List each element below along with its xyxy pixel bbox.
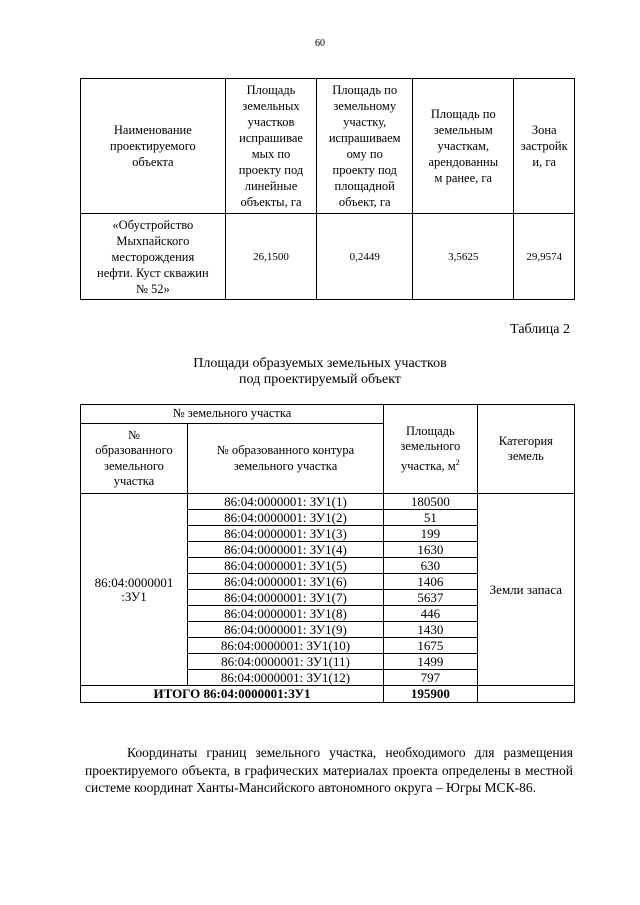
contour-cell: 86:04:0000001: ЗУ1(2) [187, 510, 383, 526]
header-line: участков [247, 115, 295, 129]
table-row [81, 494, 575, 510]
header-line: проектируемого [109, 139, 196, 153]
header-line: участка [113, 474, 155, 488]
header-contour-number [187, 424, 383, 494]
leased-area-value: 3,5625 [413, 214, 514, 300]
name-line: нефти. Куст скважин [97, 265, 209, 280]
area-cell: 1406 [384, 574, 478, 590]
header-line: Площадь [405, 423, 455, 438]
contour-cell: 86:04:0000001: ЗУ1(4) [187, 542, 383, 558]
header-line: арендованны [428, 155, 499, 169]
header-line: Площадь по [430, 107, 496, 121]
area-cell: 1499 [384, 654, 478, 670]
area-cell: 5637 [384, 590, 478, 606]
header-linear-area [225, 79, 317, 214]
total-label: ИТОГО 86:04:0000001:ЗУ1 [81, 686, 384, 703]
header-line: и, га [532, 155, 557, 169]
header-line: объекта [132, 155, 174, 169]
area-cell: 1630 [384, 542, 478, 558]
header-line: Площадь [246, 83, 296, 97]
header-line: мых по [251, 147, 291, 161]
area-cell: 199 [384, 526, 478, 542]
contour-cell: 86:04:0000001: ЗУ1(1) [187, 494, 383, 510]
area-cell: 797 [384, 670, 478, 686]
header-line: участку, [343, 115, 387, 129]
header-line-text: участка, м [401, 458, 456, 473]
contour-cell: 86:04:0000001: ЗУ1(9) [187, 622, 383, 638]
header-line: земельного [400, 439, 461, 454]
header-line: № образованного контура [216, 443, 355, 457]
header-line: земельному [333, 99, 397, 113]
total-value: 195900 [384, 686, 478, 703]
summary-data-row [81, 214, 575, 300]
contour-cell: 86:04:0000001: ЗУ1(7) [187, 590, 383, 606]
table-number: Таблица 2 [510, 322, 570, 337]
header-zone [514, 79, 575, 214]
header-line: объекты, га [240, 195, 302, 209]
header-line: Наименование [113, 123, 192, 137]
contour-cell: 86:04:0000001: ЗУ1(3) [187, 526, 383, 542]
table-title-line: под проектируемый объект [239, 372, 401, 387]
total-row [81, 686, 575, 703]
header-line: Зона [531, 123, 557, 137]
parcel-line: 86:04:0000001 [94, 574, 174, 590]
header-line: № [128, 427, 140, 442]
page-number: 60 [315, 38, 325, 49]
area-cell: 630 [384, 558, 478, 574]
header-line: площадной [334, 179, 395, 193]
superscript: 2 [455, 457, 460, 467]
header-line: проекту под [332, 163, 397, 177]
header-parcel-number [81, 424, 188, 494]
header-line: линейные [244, 179, 298, 193]
zone-value: 29,9574 [514, 214, 575, 300]
object-area-value: 0,2449 [317, 214, 413, 300]
header-line: ому по [346, 147, 383, 161]
table-title-line: Площади образуемых земельных участков [193, 356, 447, 371]
header-line: объект, га [338, 195, 391, 209]
summary-table [80, 78, 575, 300]
header-line: образованного [95, 443, 173, 457]
name-line: Мыхпайского [116, 233, 190, 248]
parcels-header-row [81, 405, 575, 424]
parcel-line: :ЗУ1 [121, 588, 147, 604]
name-line: «Обустройство [112, 217, 194, 232]
contour-cell: 86:04:0000001: ЗУ1(11) [187, 654, 383, 670]
header-parcel-group: № земельного участка [81, 405, 384, 424]
parcels-table [80, 404, 575, 703]
name-line: месторождения [111, 249, 195, 264]
header-line [386, 455, 475, 475]
area-cell: 51 [384, 510, 478, 526]
total-empty-cell [477, 686, 574, 703]
summary-header-row [81, 79, 575, 214]
header-line: земельным [433, 123, 493, 137]
header-line: участкам, [437, 139, 490, 153]
header-line: земельного участка [233, 458, 338, 473]
header-line: земельных [242, 99, 300, 113]
contour-cell: 86:04:0000001: ЗУ1(12) [187, 670, 383, 686]
area-cell: 446 [384, 606, 478, 622]
category-cell: Земли запаса [477, 494, 574, 686]
contour-cell: 86:04:0000001: ЗУ1(5) [187, 558, 383, 574]
header-line: земельного [104, 458, 164, 473]
contour-cell: 86:04:0000001: ЗУ1(8) [187, 606, 383, 622]
area-cell: 1430 [384, 622, 478, 638]
contour-cell: 86:04:0000001: ЗУ1(6) [187, 574, 383, 590]
header-area [384, 405, 478, 494]
header-line: испрашивае [239, 131, 303, 145]
header-line: земель [507, 449, 544, 463]
area-cell: 1675 [384, 638, 478, 654]
object-name-cell [81, 214, 226, 300]
header-area-object [317, 79, 413, 214]
header-object-name [81, 79, 226, 214]
linear-area-value: 26,1500 [225, 214, 317, 300]
header-line: застройк [520, 139, 568, 153]
header-line: проекту под [238, 163, 304, 177]
table-title [0, 356, 640, 388]
coordinates-paragraph: Координаты границ земельного участка, необходимого для размещения проектируемого объекта, в графических материалах проекта определены в местной системе координат Ханты-Мансийского автономного округа – Югры МСК-86. [85, 745, 573, 795]
area-cell: 180500 [384, 494, 478, 510]
contour-cell: 86:04:0000001: ЗУ1(10) [187, 638, 383, 654]
header-line: Площадь по [332, 83, 398, 97]
header-category [477, 405, 574, 494]
header-leased-area [413, 79, 514, 214]
name-line: № 52» [135, 281, 170, 296]
parcel-number-cell [81, 494, 188, 686]
header-line: м ранее, га [434, 171, 493, 185]
header-line: Категория [498, 433, 553, 448]
header-line: испрашиваем [328, 131, 401, 145]
